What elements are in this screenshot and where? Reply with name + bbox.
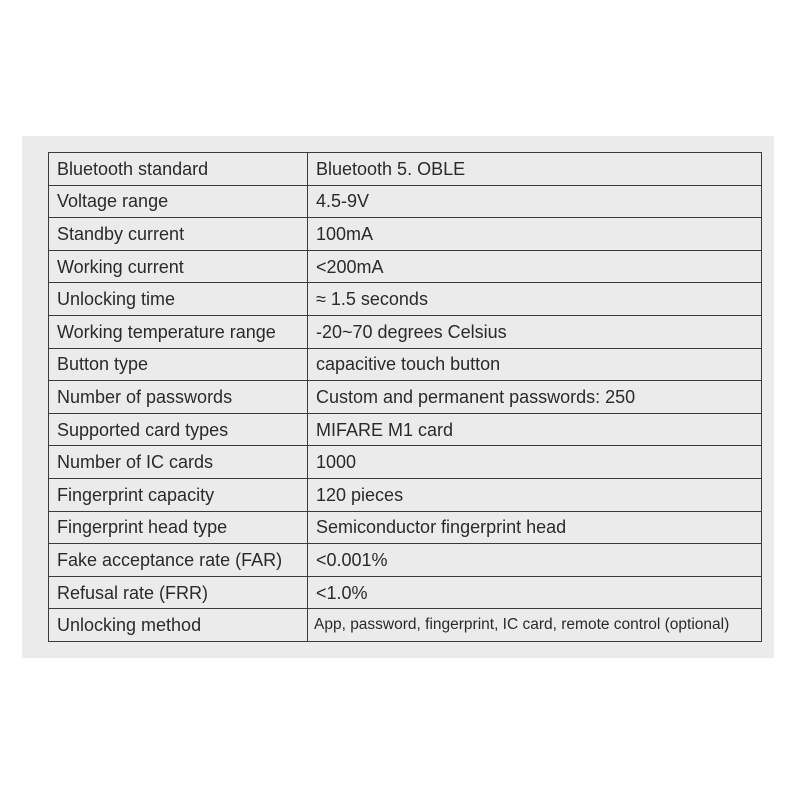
spec-label: Button type: [49, 348, 308, 381]
spec-label: Voltage range: [49, 185, 308, 218]
spec-value: 100mA: [308, 218, 762, 251]
spec-value: -20~70 degrees Celsius: [308, 315, 762, 348]
spec-value: MIFARE M1 card: [308, 413, 762, 446]
table-row: [49, 283, 762, 316]
spec-label: Bluetooth standard: [49, 153, 308, 186]
spec-label: Fake acceptance rate (FAR): [49, 544, 308, 577]
spec-value: <200mA: [308, 250, 762, 283]
spec-label: Working temperature range: [49, 315, 308, 348]
spec-value: 4.5-9V: [308, 185, 762, 218]
spec-value: Custom and permanent passwords: 250: [308, 381, 762, 414]
spec-value: 120 pieces: [308, 478, 762, 511]
spec-table-body: [49, 153, 762, 642]
table-row: [49, 218, 762, 251]
spec-label: Supported card types: [49, 413, 308, 446]
spec-label: Unlocking time: [49, 283, 308, 316]
table-row: [49, 315, 762, 348]
spec-label: Fingerprint capacity: [49, 478, 308, 511]
spec-label: Standby current: [49, 218, 308, 251]
spec-label: Unlocking method: [49, 609, 308, 642]
spec-value: <1.0%: [308, 576, 762, 609]
table-row: [49, 609, 762, 642]
spec-value: ≈ 1.5 seconds: [308, 283, 762, 316]
table-row: [49, 348, 762, 381]
spec-label: Number of passwords: [49, 381, 308, 414]
spec-label: Working current: [49, 250, 308, 283]
spec-label: Refusal rate (FRR): [49, 576, 308, 609]
table-row: [49, 544, 762, 577]
spec-value: Semiconductor fingerprint head: [308, 511, 762, 544]
spec-value: 1000: [308, 446, 762, 479]
table-row: [49, 153, 762, 186]
spec-value: <0.001%: [308, 544, 762, 577]
table-row: [49, 250, 762, 283]
spec-label: Number of IC cards: [49, 446, 308, 479]
table-row: [49, 478, 762, 511]
spec-value: capacitive touch button: [308, 348, 762, 381]
table-row: [49, 413, 762, 446]
table-row: [49, 576, 762, 609]
table-row: [49, 381, 762, 414]
spec-value: Bluetooth 5. OBLE: [308, 153, 762, 186]
spec-label: Fingerprint head type: [49, 511, 308, 544]
table-row: [49, 185, 762, 218]
spec-value: App, password, fingerprint, IC card, remote control (optional): [308, 609, 762, 642]
table-row: [49, 511, 762, 544]
spec-table: [48, 152, 762, 642]
table-row: [49, 446, 762, 479]
